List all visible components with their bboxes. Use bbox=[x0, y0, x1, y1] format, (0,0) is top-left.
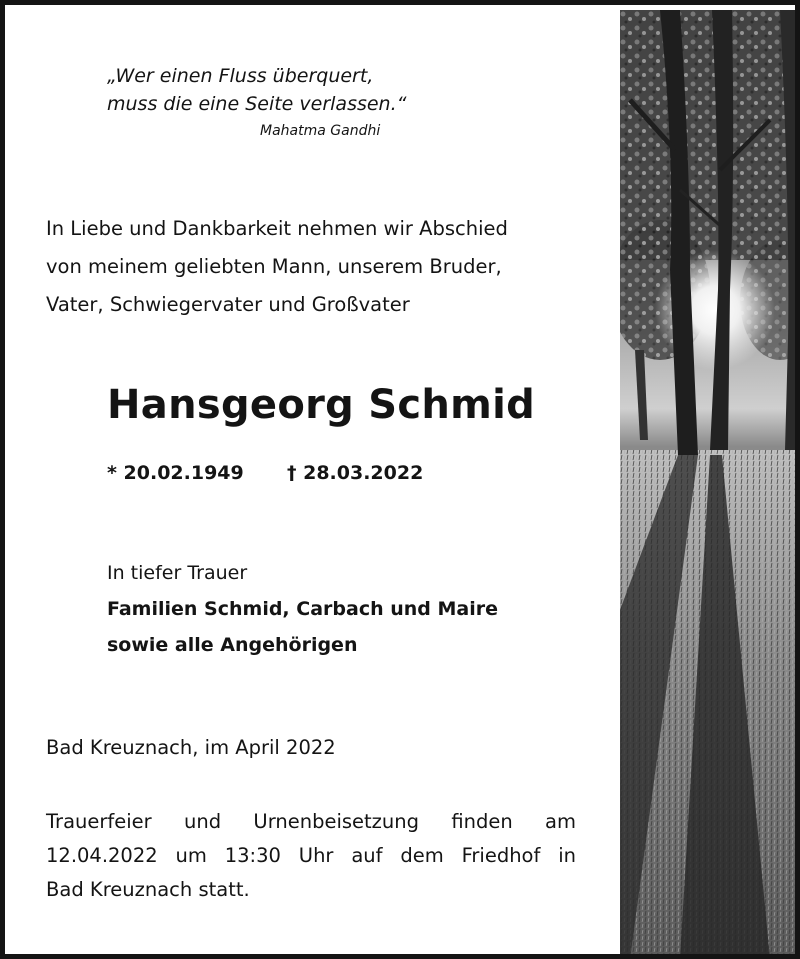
word: auf bbox=[351, 844, 383, 867]
ceremony-line-2 bbox=[46, 839, 576, 873]
quote-line: muss die eine Seite verlassen.“ bbox=[107, 93, 407, 115]
mourners-relatives: sowie alle Angehörigen bbox=[107, 634, 358, 656]
word: Friedhof bbox=[461, 844, 541, 867]
quote-author: Mahatma Gandhi bbox=[260, 123, 381, 139]
ceremony-line-3: Bad Kreuznach statt. bbox=[46, 878, 250, 901]
word: dem bbox=[400, 844, 444, 867]
intro-line: In Liebe und Dankbarkeit nehmen wir Abschied bbox=[46, 217, 508, 240]
word: 13:30 bbox=[224, 844, 281, 867]
word: um bbox=[175, 844, 207, 867]
intro-text bbox=[46, 210, 576, 324]
word: Trauerfeier bbox=[46, 810, 152, 833]
word: 12.04.2022 bbox=[46, 844, 158, 867]
death-date: † 28.03.2022 bbox=[287, 462, 424, 484]
word: und bbox=[184, 810, 222, 833]
mourners-intro: In tiefer Trauer bbox=[107, 562, 248, 584]
tree-photo-image bbox=[620, 10, 800, 959]
word: am bbox=[545, 810, 576, 833]
word: finden bbox=[451, 810, 513, 833]
deceased-name: Hansgeorg Schmid bbox=[107, 382, 536, 428]
word: in bbox=[558, 844, 576, 867]
tree-photo bbox=[620, 10, 800, 959]
text-column bbox=[10, 10, 620, 959]
life-dates bbox=[107, 462, 424, 484]
word: Urnenbeisetzung bbox=[253, 810, 420, 833]
birth-date: * 20.02.1949 bbox=[107, 462, 244, 484]
place-date: Bad Kreuznach, im April 2022 bbox=[46, 736, 336, 759]
quote bbox=[107, 62, 406, 118]
mourners-families: Familien Schmid, Carbach und Maire bbox=[107, 598, 498, 620]
quote-line: „Wer einen Fluss überquert, bbox=[107, 65, 374, 87]
intro-line: von meinem geliebten Mann, unserem Bruder, bbox=[46, 255, 502, 278]
intro-line: Vater, Schwiegervater und Großvater bbox=[46, 293, 410, 316]
ceremony-line-1 bbox=[46, 805, 576, 839]
word: Uhr bbox=[298, 844, 334, 867]
ceremony-info bbox=[46, 805, 576, 907]
mourners bbox=[107, 555, 498, 663]
